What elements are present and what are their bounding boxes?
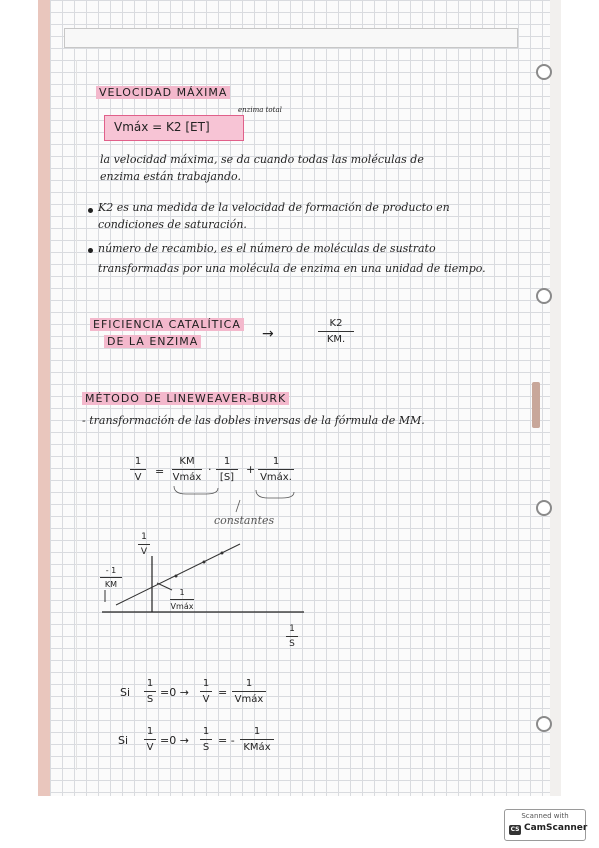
data-point <box>175 575 178 578</box>
graph-y-label: 1 V <box>138 532 150 557</box>
watermark-scanned-text: Scanned with <box>521 812 569 820</box>
case2-result: 1 KMáx <box>240 726 274 753</box>
eq-term-1-vmax: 1 Vmáx. <box>258 456 294 483</box>
case2-cond: =0 → <box>160 734 189 747</box>
watermark-app-name: CamScanner <box>524 823 588 833</box>
bullet2-line-1: número de recambio, es el número de moléculas de sustrato <box>98 242 436 255</box>
section-title-lineweaver: MÉTODO DE LINEWEAVER-BURK <box>82 392 289 405</box>
case2-si: Si <box>118 734 129 747</box>
eq-dot: · <box>208 463 212 476</box>
formula-vmax: Vmáx = K2 [ET] <box>114 120 210 134</box>
brace-right <box>256 490 294 498</box>
arrow-right: → <box>262 326 274 342</box>
case1-si: Si <box>120 686 131 699</box>
eq-term-1-s: 1 [S] <box>216 456 238 483</box>
annotation-enzima-total: enzima total <box>238 106 282 114</box>
definition-line-2: enzima están trabajando. <box>100 170 241 183</box>
data-point <box>221 552 224 555</box>
case1-equals: = <box>218 686 228 699</box>
case1-frac-v: 1 V <box>200 678 212 705</box>
brace-connector <box>236 500 240 512</box>
case1-cond: =0 → <box>160 686 189 699</box>
fraction-k2-km: K2 KM. <box>318 318 354 345</box>
eq-term-km-vmax: KM Vmáx <box>172 456 202 483</box>
camscanner-logo-icon: CS <box>510 826 520 833</box>
lineweaver-subtitle: - transformación de las dobles inversas de la fórmula de MM. <box>82 414 425 427</box>
bullet2-line-2: transformadas por una molécula de enzima en una unidad de tiempo. <box>98 262 486 275</box>
graph-y-intercept-label: 1 Vmáx <box>170 588 194 611</box>
eq-plus: + <box>246 463 256 476</box>
case2-equals: = - <box>218 734 235 747</box>
constants-label: constantes <box>214 514 275 527</box>
bullet1-line-1: K2 es una medida de la velocidad de formación de producto en <box>98 201 450 214</box>
data-point <box>203 561 206 564</box>
camscanner-watermark <box>504 809 586 841</box>
eq-lhs: 1 V <box>130 456 146 483</box>
case1-result: 1 Vmáx <box>232 678 266 705</box>
graph-x-intercept-label: - 1 KM <box>100 566 122 589</box>
section-title-vmax: VELOCIDAD MÁXIMA <box>96 86 230 99</box>
bullet1-line-2: condiciones de saturación. <box>98 218 247 231</box>
case2-frac: 1 V <box>144 726 156 753</box>
definition-line-1: la velocidad máxima, se da cuando todas las moléculas de <box>100 153 424 166</box>
graph-x-label: 1 S <box>286 624 298 649</box>
brace-left <box>174 486 218 494</box>
section-title-eficiencia-1: EFICIENCIA CATALÍTICA <box>90 318 244 331</box>
eq-equals: = <box>155 465 165 478</box>
case2-frac-s: 1 S <box>200 726 212 753</box>
case1-frac: 1 S <box>144 678 156 705</box>
section-title-eficiencia-2: DE LA ENZIMA <box>104 335 201 348</box>
